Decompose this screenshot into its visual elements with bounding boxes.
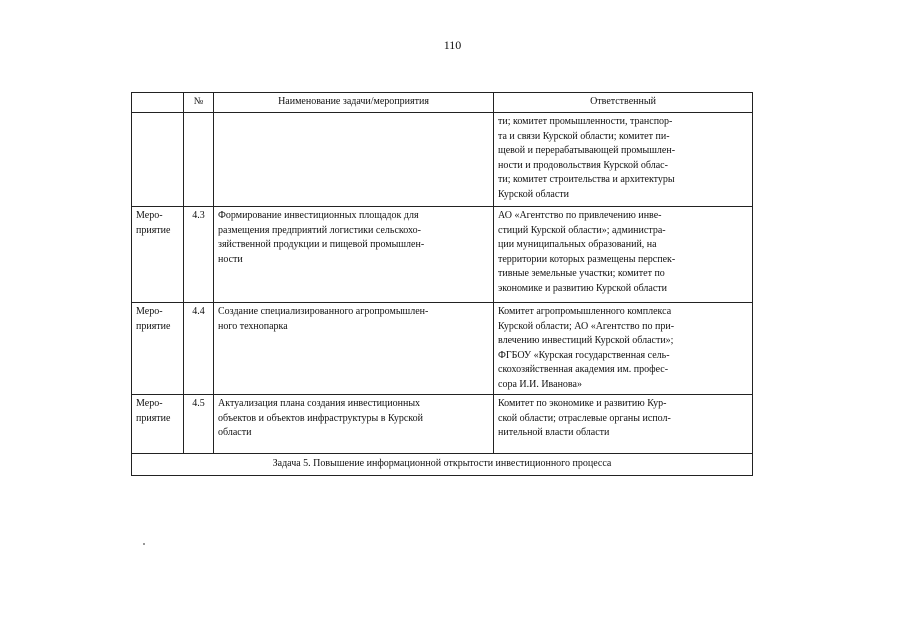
cell-number: 4.4	[184, 303, 214, 395]
header-type	[132, 93, 184, 113]
scan-speck	[143, 543, 145, 545]
cell-responsible: Комитет агропромышленного комплекса Курской области; АО «Агентство по при- влечению инвестиций Курской области»; ФГБОУ «Курская государственная сель- скохозяйственная академия им. профес- сора И.И. Иванова»	[494, 303, 753, 395]
cell-responsible: ти; комитет промышленности, транспор- та и связи Курской области; комитет пи- щевой и перерабатывающей промышлен- ности и продовольствия Курской облас- ти; комитет строительства и архитектуры Курской области	[494, 113, 753, 207]
header-number: №	[184, 93, 214, 113]
measures-table	[131, 92, 753, 476]
table-header-row	[132, 93, 753, 113]
cell-name: Актуализация плана создания инвестиционных объектов и объектов инфраструктуры в Курской области	[214, 395, 494, 454]
cell-name	[214, 113, 494, 207]
table-row	[132, 207, 753, 303]
table-row	[132, 303, 753, 395]
header-responsible: Ответственный	[494, 93, 753, 113]
header-name: Наименование задачи/мероприятия	[214, 93, 494, 113]
table-row	[132, 113, 753, 207]
cell-name: Создание специализированного агропромышлен- ного технопарка	[214, 303, 494, 395]
cell-type: Меро- приятие	[132, 395, 184, 454]
cell-number: 4.5	[184, 395, 214, 454]
cell-type	[132, 113, 184, 207]
task-title: Задача 5. Повышение информационной открытости инвестиционного процесса	[132, 454, 753, 476]
cell-number	[184, 113, 214, 207]
cell-number: 4.3	[184, 207, 214, 303]
cell-name: Формирование инвестиционных площадок для размещения предприятий логистики сельскохо- зяйственной продукции и пищевой промышлен- ности	[214, 207, 494, 303]
cell-responsible: Комитет по экономике и развитию Кур- ской области; отраслевые органы испол- нительной власти области	[494, 395, 753, 454]
cell-type: Меро- приятие	[132, 303, 184, 395]
page-number: 110	[443, 38, 462, 52]
cell-type: Меро- приятие	[132, 207, 184, 303]
cell-responsible: АО «Агентство по привлечению инве- стиций Курской области»; администра- ции муниципальных образований, на территории которых размещены перспек- тивные земельные участки; комитет по экономике и развитию Курской области	[494, 207, 753, 303]
table-row	[132, 395, 753, 454]
task-row	[132, 454, 753, 476]
